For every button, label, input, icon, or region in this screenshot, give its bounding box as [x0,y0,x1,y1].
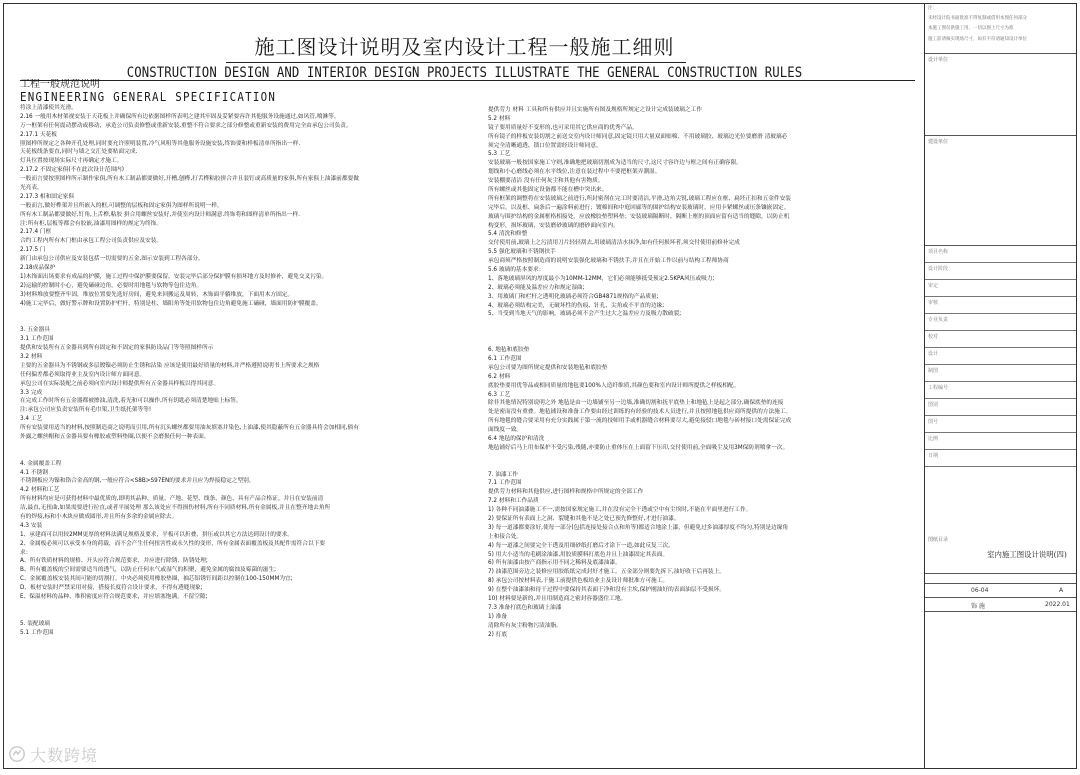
text-line: 提供劳力 材料 工具和所有供应并且实施所有图及规格所规定之设计完成装玻璃之工作 [488,107,703,113]
text-line: 注:所有柜,层板等都会有胶嵌,油漆用图样的规定为终饰。 [20,220,163,227]
text-line: 地毡铺好后马上用布保护不受污染,残随,亦要防止重体压在上面留下压印,交付使用前,全面吸尘及用3M保防剂喷拿一次。 [488,444,789,451]
text-line: 提供劳力材料和其他供应,进行图样和规格中所规定的全部工作 [488,489,644,496]
text-line: 面线度一致。 [488,427,523,434]
title-block-field: 设计阶段 [925,263,1077,280]
text-line: 须完全清晰通透、锁口位置需经设计师同意。 [488,142,602,149]
text-line: 4) 每一道漆之间要完全干透及用细砂纸打磨后才涂下一道,如此反复三次。 [488,542,674,549]
text-line: 构变形，损坏玻璃，安装磨砂玻璃的磨砂面向室内。 [488,222,619,229]
text-line: 2) 打底 [488,631,508,638]
text-line: 7) 油漆范围旁边之装修应用胶纸纸完成封好才施工。五金部分则要先拆下,油好收干后再装上。 [488,569,725,576]
title-block-field: 校对 [925,331,1077,348]
section-heading-en: ENGINEERING GENERAL SPECIFICATION [20,90,277,104]
text-line: 3)材料堆放要整齐牢固，堆放位置要先选好房间，避免来回搬运及周转，木饰面平躺堆放，下面用木方固定。 [20,291,294,298]
revision-letter: A [1059,587,1064,594]
text-line: 3.3 完成 [20,389,43,396]
notes-cell [925,4,1077,54]
title-block-field: 设计 [925,348,1077,365]
text-line: 2.17.4 门框 [20,229,52,236]
text-line: 安装棚要清洁 没有任何灰尘和其他有害物质。 [488,178,604,185]
title-block-note: 未经设计院书面批准不得复制或借用本图任何部分 [928,16,1027,22]
text-line: 2.17.5 门 [20,247,46,254]
title-block-field: 审定 [925,280,1077,297]
text-line: 7. 油漆工作 [488,471,518,478]
text-line: 9) 在整个油漆油和待干过程中要保持其表面干净和没有尘埃,保护刚油好的表面油层不受损坏。 [488,587,725,594]
blank-line [20,308,470,317]
sheet-title: 室内施工图设计说明(四) [987,549,1067,559]
sheet-title-cell [925,534,1077,574]
text-line: 4)施工完毕后，做好警示牌和设置防护栏杆，特别是柱、墙阳角等处用软物包住边角避免施工磕碰，墙面用防护膜覆盖。 [20,300,322,307]
text-line: 4. 金属覆盖工程 [20,460,62,467]
text-line: 提供和安装所有五金器具到所有固定和不固定的家俱防设品门等等照图样所示 [20,345,214,352]
number-row [925,584,1077,598]
drawing-list-label: 图纸目录 [928,537,949,543]
sheet-number: 06-04 [971,587,989,594]
text-line: 照图样所规定之各种开孔处理,同时要允许照明装置,冷气风咀等其他服务设施安装,终饰要和样板清单所指出一样. [20,140,301,147]
text-line: 5.6 玻璃的基本要求： [488,267,545,274]
text-line: 1)木饰面出场要求有成品的护膜，施工过程中保护膜要保留，安装完毕后部分保护膜有损坏地方及时修补，避免交叉污染。 [20,273,328,280]
text-line: 6) 所有油漆由按产商指示用不同之稀料及底漆油漆。 [488,560,621,567]
text-line: 3. 五金器具 [20,327,50,334]
text-line: 镜子要用质量好不变形的,也可采用其它供应商的优秀产品。 [488,124,638,131]
text-line: 5) 用大小适当的毛刷涂油漆,用胶质膜料打底色并且上油漆固定其表面。 [488,551,669,558]
text-line: 所有材料均应是可获得材料中最优质的,即明其品种、质量、产地、花型、线条、颜色、具有产品合格证。并且在安装前清 [20,496,324,503]
text-line: 承包公司在实际装配之前必须向室内设计师提供所有五金器具样板以得其同意。 [20,380,220,387]
text-line: 任何偏差都必须取得业主及室内设计师方面同意。 [20,371,146,378]
text-line: 5.4 清洗和修整 [488,231,528,238]
text-line: 6.4 地毡的保护和清洗 [488,435,545,442]
text-line: 2)运输的控制时小心，避免磕碰边角，必要时用地毯与软物等包住边角。 [20,282,203,289]
text-line: 4.3 安装 [20,522,43,529]
text-line: 万一框架有任何震动摆动或移动，承造公司负责修整或重新安装,重整不符合要求之部分修整或重新安装的费用完全由承包公司负责。 [20,122,352,129]
text-line: 3.2 材料 [20,353,43,360]
watermark-logo-icon [8,745,26,763]
title-block-panel [924,4,1077,769]
title-block-field: 审核 [925,297,1077,314]
text-line: 4.2 材料和工艺 [20,487,60,494]
text-line: 4、玻璃必须结构完美，无破坏性的伤痕、针孔、尖角或不平直的边缘; [488,302,665,309]
title-block-field: 工程编号 [925,382,1077,399]
text-line: B、所有覆盖板的空间需要适当的透气，以防止任何水气或湿气的积聚，避免金属的腐蚀及霉菌的滋生; [20,567,277,574]
text-line: 承包商须严格按照制造商的说明安装强化玻璃和不锈扶手,并且在开始工作以前与结构工程师协商 [488,258,729,265]
text-line: 所有框架的调整将在安装玻璃之前进行,所封密剂在完工时要清洁,平滑,边角尖锐,玻璃工程应在框、扁坯正扣和五金件安装 [488,195,791,202]
text-line: 主要的五金器具为不锈钢或多层镀镍必须防止生锈和沾染 应该是使用最好质量的材料,并严格遵照说明书上所要求之规格 [20,362,320,369]
text-line: 2.18成品保护 [20,265,56,272]
title-underline [226,62,686,63]
blank-line [20,442,470,451]
text-line: 7.1 工作范围 [488,480,522,487]
text-line: C、金属覆盖板安装其间可能的切割打。中央必须使用橡胶垫圈，抽芯铝锈钉间距以控制在100-150MM为宜; [20,576,293,583]
text-line: 所有安装要用适当的材料,按照制造商之说明而引用,所有沉头螺丝都要用油灰填塞并染色,上油漆,使其隐蔽所有五金器具将会加相同,倘有 [20,425,359,432]
text-line: 洁,最直,无扭曲,如果需要进行拉直,或者平展处理 那么该处应不得损伤材料,所有不同质材料,所有金属板,并且在整齐地去角所 [20,505,331,512]
text-line: 一般而言要按照图样所示制作家俱,所有木工制品都要做好,开槽,刨榫,打舌榫粘胶拼合并且装钉或高质量的家俱,所有家俱上油漆前都要做 [20,176,359,183]
blank-line [488,462,913,471]
text-line: 安装玻璃一般按国家施工守则,准确地把玻璃切割成为适当的尺寸,这尺寸容许边与框之间有正确容限。 [488,160,742,167]
drawing-stage: 饰 施 [971,603,985,610]
text-line: 有的焊接,标和小木块应做成圆形,并且所有多余的金属应除去。 [20,513,178,520]
text-line: 3) 每一道漆都要涂好,使每一部分(包括连接处接合点和角等)都适合地涂上漆，但避免过多油漆厚度不均匀,特别是边缘角 [488,524,789,531]
text-line: 求： [20,549,32,556]
text-line: 5.5 强化玻璃和不锈钢扶手 [488,249,556,256]
client-label: 建设单位 [928,139,949,145]
text-line: 在完成工作时所有五金器都被擦油,清洗,着光和可以操作,所有钥匙必须清楚地贴上标签。 [20,398,242,405]
text-line: 6.1 工作范围 [488,355,522,362]
title-block-field: 图别 [925,399,1077,416]
text-line: 2.17.3 相和固定家俱 [20,193,75,200]
blank-line [488,328,913,337]
text-line: 交付使用前,玻璃上之污渍用刀片轻轻刮去,用玻璃清洁水抹净,如有任何损坏者,须交付使用前修补完成 [488,240,740,247]
text-line: 5.1 工作范围 [20,629,54,636]
text-line: E、保温材料的品种、堆积密度应符合规范要求，并应填塞饱满，不留空隙; [20,593,208,600]
left-column [20,79,470,769]
text-line: 2.16 一般用木材架视安装于天花板上并确保所有边依据图样所表明之建其牢固及妥紧要容许其他服务设施通过,如风管,喷淋等。 [20,113,340,120]
text-line: 除非其他情况特别说明之外 地毡是由一边墙铺至另一边墙,准确切割和抚平底垫上和地毡上是起之部分,确保底垫的连接 [488,400,784,407]
text-line: 1、落地玻璃屏风的厚度最小为10MM-12MM，它们必须能够抵受预定2.5KPA风压或吸力; [488,275,715,282]
text-line: 所有镜子的样板安装切割之前送交室内设计师同意,固定镜只用大量双面贴棉、不用玻璃胶、玻璃边光位要磨滑 清玻璃必 [488,133,788,140]
text-line: 8) 承包公司按材料表,于施工前提供色板给业主及设计师批准方可施工。 [488,578,669,585]
design-unit-cell [925,54,1077,136]
watermark-text: 大数跨境 [30,745,99,765]
text-line: 承包公司要为图所规定提供和安装地毡和底胶垫 [488,364,608,371]
text-line: 光亮表。 [20,185,43,192]
watermark [8,742,98,766]
text-line: 5.3 工艺 [488,151,511,158]
text-line: 1、承建商可以用较2MM更厚的材料法满足规格及要求，平板可以折叠、拼压或以其它方法达到设计的要求。 [20,531,293,538]
text-line: 将涂上清漆使其光滑。 [20,105,77,111]
text-line: 玻璃与围护结构的金属框格相接处，应放橡胶垫塑料垫；安装玻璃隔断时，隔断上框的顶面应留有适当的缝隙，以防止机 [488,213,790,220]
text-line: 完毕后。以及框、扁条后一遍涂料前进行；镀棉间和中庭回廊等的围护结构安装玻璃时，应用卡紧螺丝或压条镶嵌固定。 [488,204,790,211]
section-heading-cn: 工程一般规范说明 [20,79,100,90]
text-line: 新门由承包公司供应及安装包括一切需要的五金,图示安装到工程各部分。 [20,256,204,263]
text-line: 2.17.2 不固定家俱(不在此次设计范围内) [20,167,124,174]
text-line: 底胶垫要用优等品或相同质量的地毡要100%人造纤维质,其颜色要和室内设计师所提供之样板相配。 [488,382,740,389]
title-english: CONSTRUCTION DESIGN AND INTERIOR DESIGN PROJECTS ILLUSTRATE THE GENERAL CONSTRUCTION RULES [126,65,803,81]
design-unit-label: 设计单位 [928,57,949,63]
text-line: 注:承包公司应负责安装所有毛巾架,卫生纸托架等等! [20,407,152,414]
title-block-field: 比例 [925,433,1077,450]
text-line: 合约工程内所有木门框由承包工程公司负责供应及安装。 [20,238,163,245]
text-line: 所有地毯的缝合要采用有充分实践属于第一流的技师用手或机器缝合材料要尽大,避免接驳口地毯与砖材接口处需保证完成 [488,418,792,425]
text-line: 7.2 材料和工作品质 [488,498,539,505]
blank-line [20,611,470,620]
drawing-sheet [3,3,1077,769]
text-line: 6.2 材料 [488,373,511,380]
text-line: 划线和小心磨线必须在水平线位,注意在装过程中不要把框架弄潮湿。 [488,169,661,176]
text-line: D、板材安装时严禁采用对接，搭接长度符合设计要求，不得有透缝现象; [20,585,203,592]
title-block-field: 图号 [925,416,1077,433]
signature-rows [925,246,1077,467]
blank-line [488,337,913,346]
text-line: 2、玻璃必须能及温差应力和规定湿曲; [488,284,585,291]
text-line: 所有木工制品都要做好,钉角,上舌榫,粘胶 拼合用螺丝安装好,并使室内设计师满意.终饰将和图样清单所指出一样. [20,211,300,218]
text-line: 6. 地毡和底胶垫 [488,347,530,354]
text-line: 外露之螺丝帽和五金器具要有橡胶或塑料垫圈,以便不会磨损任何一种表面。 [20,433,210,440]
blank-line [20,602,470,611]
text-line: 不锈钢板应为镍和铬合金高的钢,一般应符合<S8B>S97EN的要求并且应为焊接稳定之型别。 [20,478,255,485]
text-line: 天花板线条要直,同时与墙之交汇处要贴面完成. [20,149,138,156]
text-line: 4.1 不锈钢 [20,469,48,476]
text-line: 5.2 材料 [488,115,511,122]
text-line: 清除所有灰尘粉物污渍油脂。 [488,622,562,629]
text-line: 7.3 准备打底色和玻璃上油漆 [488,604,562,611]
text-line: 处是密而没有重叠。地毡铺设和准备工作要由经过训练的有经验的技术人员进行,并且按照地毡供应商所提供的方法施工。 [488,409,792,416]
title-chinese: 施工图设计说明及室内设计工程一般施工细则 [254,35,675,59]
text-line: A、所有铁质材料的规格、开头应符合规范要求，并应进行除锈、防锈处理; [20,558,208,565]
empty-cell [925,574,1077,584]
client-cell [925,136,1077,246]
blank-line [20,451,470,460]
text-line: 5、当受到当地天气的影响，玻璃必须不会产生过大之温差应力及吸力散破裂; [488,311,682,318]
blank-line [488,319,913,328]
text-line: 5. 装配玻璃 [20,620,50,627]
text-line: 灯具位置按现场实际尺寸再确定才施工。 [20,158,123,165]
stage-row [925,598,1077,612]
drawing-date: 2022.01 [1045,601,1070,608]
title-block-note: 注： [928,6,937,11]
right-column [488,106,913,768]
blank-line [488,453,913,462]
text-line: 2.17.1 天花板 [20,131,57,138]
text-line: 1) 准备 [488,613,508,620]
title-block-note: 本施工图仅供施工用，一切以图上尺寸为准 [928,26,1014,32]
text-line: 2) 要保证所有表面上之洞、裂缝和其他不是之处已预先修整好,才进行油漆。 [488,515,680,522]
title-block-field: 制图 [925,365,1077,382]
blank-line [20,317,470,326]
text-line: 3.1 工作范围 [20,336,54,343]
text-line: 一般而言,做好榫架并且所嵌入的框,可调整的层板和固定家俱为图样所说明一样。 [20,202,223,209]
text-line: 所有螺丝或其他固定设备都不能在槽中突出来。 [488,187,608,194]
title-block-note: 施工前请核实现场尺寸，如有不符请通知设计单位 [928,36,1027,42]
title-block-field: 项目名称 [925,246,1077,263]
text-line: 3.4 工艺 [20,416,43,423]
text-line: 6.3 工艺 [488,391,511,398]
text-line: 上和接合处。 [488,533,523,540]
text-line: 1) 各种不同油漆施工不一,需按国家规定施工,并在没有完全干透或空中有尘埃时,不能在平面里进行工作。 [488,507,752,514]
text-line: 3、用玻璃门和栏杆之透明化玻璃必须符合GB4871规格的产品质量; [488,293,659,300]
title-block-field: 日期 [925,450,1077,467]
text-line: 10) 材料要是新的,并且用制造商之密封容器盛住工地。 [488,595,627,602]
title-block-field: 专业负责 [925,314,1077,331]
text-line: 2、金属板必须可以承受本身的荷载，而不会产生任何扭害性或永久性的变形，所有金属表面覆盖板及其配件需符合以下要 [20,540,326,547]
